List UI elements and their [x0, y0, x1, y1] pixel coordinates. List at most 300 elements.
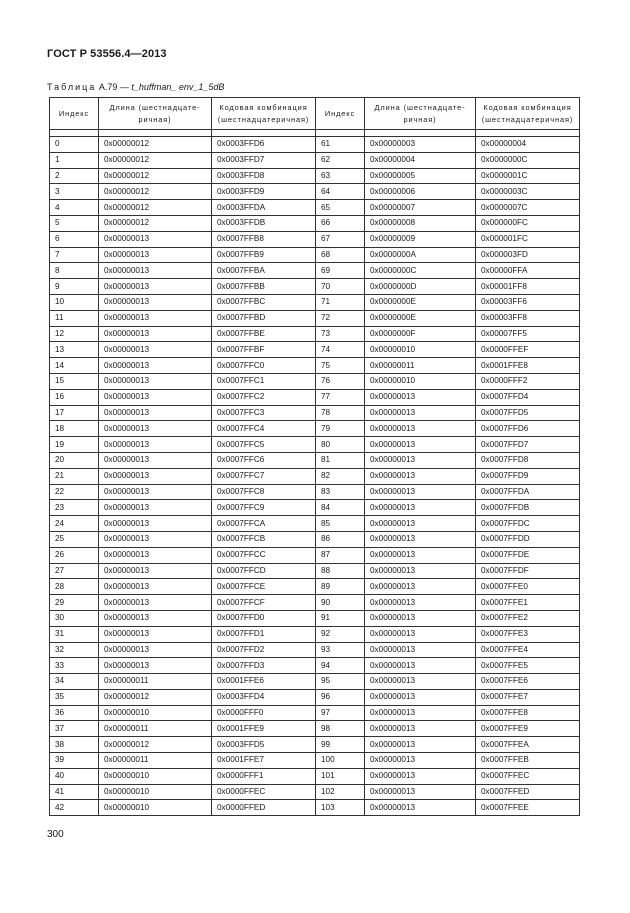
table-cell: 92	[316, 626, 365, 642]
table-cell: 0x0007FFD9	[476, 468, 580, 484]
table-row	[50, 753, 580, 769]
table-cell: 0x00003FF6	[476, 294, 580, 310]
table-cell: 5	[50, 215, 99, 231]
table-cell: 0x00000011	[99, 674, 212, 690]
table-cell: 0x00000007	[365, 200, 476, 216]
table-cell: 85	[316, 516, 365, 532]
table-cell: 103	[316, 800, 365, 816]
table-cell: 0x00000013	[365, 737, 476, 753]
table-cell: 0x00000013	[99, 626, 212, 642]
table-cell: 0x00000013	[365, 800, 476, 816]
table-cell: 77	[316, 389, 365, 405]
table-cell: 94	[316, 658, 365, 674]
table-cell: 0x00000013	[99, 247, 212, 263]
table-row	[50, 452, 580, 468]
table-cell: 8	[50, 263, 99, 279]
table-row	[50, 595, 580, 611]
table-cell: 0x00000012	[99, 737, 212, 753]
table-cell: 0x0000000E	[365, 294, 476, 310]
table-cell: 0x0003FFDA	[212, 200, 316, 216]
table-row	[50, 373, 580, 389]
table-cell: 0x0001FFE8	[476, 358, 580, 374]
table-cell: 0x00000011	[99, 721, 212, 737]
table-row	[50, 689, 580, 705]
table-cell: 0x0000000D	[365, 279, 476, 295]
table-cell: 0x0007FFC4	[212, 421, 316, 437]
table-cell: 0x0007FFD0	[212, 610, 316, 626]
table-cell: 0x0007FFED	[476, 784, 580, 800]
table-cell: 0x00000013	[99, 437, 212, 453]
table-cell: 73	[316, 326, 365, 342]
table-cell: 0x00000010	[99, 784, 212, 800]
table-header-row	[50, 98, 580, 130]
table-row	[50, 421, 580, 437]
table-cell: 0x00000010	[99, 800, 212, 816]
table-cell: 93	[316, 642, 365, 658]
table-cell: 0x0001FFE7	[212, 753, 316, 769]
table-cell: 0x0007FFCF	[212, 595, 316, 611]
table-cell: 0x00000013	[99, 610, 212, 626]
table-cell: 21	[50, 468, 99, 484]
table-cell: 0x0001FFE9	[212, 721, 316, 737]
table-cell: 0x00000013	[365, 721, 476, 737]
table-cell: 0x0007FFDD	[476, 531, 580, 547]
table-cell: 32	[50, 642, 99, 658]
table-cell: 9	[50, 279, 99, 295]
table-cell: 0x00000013	[365, 500, 476, 516]
table-row	[50, 200, 580, 216]
table-cell: 99	[316, 737, 365, 753]
table-cell: 62	[316, 152, 365, 168]
table-cell: 0x00000013	[365, 389, 476, 405]
table-cell: 0x00000013	[99, 658, 212, 674]
table-cell: 74	[316, 342, 365, 358]
table-cell: 0x00000013	[365, 658, 476, 674]
table-cell: 0x00000013	[365, 642, 476, 658]
table-cell: 0x0007FFBC	[212, 294, 316, 310]
table-cell: 0x0007FFC9	[212, 500, 316, 516]
table-cell: 0x00000013	[365, 516, 476, 532]
table-cell: 0x0007FFC6	[212, 452, 316, 468]
col-header-code: Кодовая комбинация (шестнадцатеричная)	[212, 98, 316, 130]
table-cell: 0x0003FFD4	[212, 689, 316, 705]
table-cell: 0x0007FFDF	[476, 563, 580, 579]
table-cell: 0x00003FF8	[476, 310, 580, 326]
table-cell: 0x0007FFBD	[212, 310, 316, 326]
table-cell: 0x00000013	[99, 531, 212, 547]
table-cell: 0x0000000E	[365, 310, 476, 326]
table-cell: 0x0007FFE8	[476, 705, 580, 721]
table-cell: 0x00000011	[99, 753, 212, 769]
table-cell: 0x0007FFCE	[212, 579, 316, 595]
table-cell: 0x0000001C	[476, 168, 580, 184]
table-cell: 0x0003FFD7	[212, 152, 316, 168]
table-cell: 0x0007FFD3	[212, 658, 316, 674]
table-row	[50, 389, 580, 405]
table-cell: 35	[50, 689, 99, 705]
table-cell: 0x00007FF5	[476, 326, 580, 342]
table-cell: 100	[316, 753, 365, 769]
table-cell: 0x00000013	[99, 294, 212, 310]
table-cell: 36	[50, 705, 99, 721]
table-cell: 0x0007FFE1	[476, 595, 580, 611]
table-cell: 81	[316, 452, 365, 468]
table-row	[50, 563, 580, 579]
table-cell: 0x0007FFE6	[476, 674, 580, 690]
table-cell: 75	[316, 358, 365, 374]
table-cell: 20	[50, 452, 99, 468]
caption-id: А.79 —	[98, 82, 129, 92]
caption-prefix: Таблица	[47, 82, 97, 92]
table-cell: 0x0000000F	[365, 326, 476, 342]
table-cell: 82	[316, 468, 365, 484]
table-cell: 0x00000013	[365, 784, 476, 800]
table-cell: 87	[316, 547, 365, 563]
table-cell: 6	[50, 231, 99, 247]
table-cell: 0x0001FFE6	[212, 674, 316, 690]
table-cell: 0x00000012	[99, 168, 212, 184]
table-cell: 66	[316, 215, 365, 231]
table-cell: 0x00000013	[99, 405, 212, 421]
table-cell: 1	[50, 152, 99, 168]
table-cell: 22	[50, 484, 99, 500]
table-cell: 3	[50, 184, 99, 200]
table-cell: 0x00000010	[99, 768, 212, 784]
table-cell: 0x0007FFC2	[212, 389, 316, 405]
table-caption	[47, 82, 224, 92]
table-row	[50, 263, 580, 279]
table-cell: 0x00000010	[365, 373, 476, 389]
table-cell: 0x00000013	[365, 579, 476, 595]
table-cell: 0x00000013	[99, 231, 212, 247]
table-cell: 0x0007FFE0	[476, 579, 580, 595]
table-row	[50, 279, 580, 295]
table-cell: 26	[50, 547, 99, 563]
table-cell: 40	[50, 768, 99, 784]
table-cell: 96	[316, 689, 365, 705]
table-row	[50, 721, 580, 737]
table-cell: 42	[50, 800, 99, 816]
table-cell: 0x00000013	[365, 626, 476, 642]
table-cell: 102	[316, 784, 365, 800]
table-cell: 0x0007FFC1	[212, 373, 316, 389]
table-row	[50, 437, 580, 453]
table-row	[50, 152, 580, 168]
col-header-index-2: Индекс	[316, 98, 365, 130]
huffman-table	[49, 97, 580, 816]
table-cell: 0x00000013	[365, 595, 476, 611]
table-cell: 0x00001FF8	[476, 279, 580, 295]
table-cell: 65	[316, 200, 365, 216]
table-cell: 0x000000FC	[476, 215, 580, 231]
table-cell: 0x0000FFF0	[212, 705, 316, 721]
table-cell: 69	[316, 263, 365, 279]
table-cell: 0x0007FFD5	[476, 405, 580, 421]
table-cell: 33	[50, 658, 99, 674]
table-cell: 19	[50, 437, 99, 453]
table-row	[50, 231, 580, 247]
table-cell: 88	[316, 563, 365, 579]
table-cell: 0x00000012	[99, 689, 212, 705]
table-cell: 10	[50, 294, 99, 310]
table-row	[50, 500, 580, 516]
table-cell: 0x00000FFA	[476, 263, 580, 279]
table-cell: 0x00000013	[99, 310, 212, 326]
table-cell: 0x00000013	[365, 421, 476, 437]
table-cell: 0x0007FFCD	[212, 563, 316, 579]
table-cell: 0x00000013	[365, 531, 476, 547]
table-cell: 0x00000012	[99, 184, 212, 200]
table-row	[50, 358, 580, 374]
table-cell: 41	[50, 784, 99, 800]
table-cell: 0x00000013	[99, 516, 212, 532]
table-cell: 0x0000000C	[476, 152, 580, 168]
table-cell: 63	[316, 168, 365, 184]
table-cell: 0x0007FFBB	[212, 279, 316, 295]
col-header-length: Длина (шестнадцате-ричная)	[99, 98, 212, 130]
table-cell: 0x0007FFB9	[212, 247, 316, 263]
table-cell: 0x00000013	[99, 421, 212, 437]
table-cell: 0x0007FFCC	[212, 547, 316, 563]
table-cell: 0x0007FFD1	[212, 626, 316, 642]
table-cell: 27	[50, 563, 99, 579]
table-cell: 0x0007FFB8	[212, 231, 316, 247]
table-cell: 84	[316, 500, 365, 516]
table-cell: 0x0000003C	[476, 184, 580, 200]
table-row	[50, 342, 580, 358]
table-cell: 0x00000011	[365, 358, 476, 374]
table-cell: 0x00000013	[365, 452, 476, 468]
table-cell: 0x0000000A	[365, 247, 476, 263]
table-cell: 0x0007FFDC	[476, 516, 580, 532]
caption-name: t_huffman_ env_1_5dB	[131, 82, 225, 92]
table-cell: 101	[316, 768, 365, 784]
table-cell: 0x00000013	[99, 358, 212, 374]
header-gap	[50, 130, 580, 137]
table-row	[50, 642, 580, 658]
table-cell: 0x0007FFC0	[212, 358, 316, 374]
table-row	[50, 484, 580, 500]
table-cell: 0x0007FFE9	[476, 721, 580, 737]
table-cell: 0x00000012	[99, 215, 212, 231]
table-cell: 0x00000013	[99, 563, 212, 579]
table-cell: 0x0000FFF1	[212, 768, 316, 784]
table-cell: 0x0007FFC7	[212, 468, 316, 484]
table-cell: 23	[50, 500, 99, 516]
table-cell: 38	[50, 737, 99, 753]
table-cell: 15	[50, 373, 99, 389]
table-row	[50, 800, 580, 816]
table-cell: 34	[50, 674, 99, 690]
table-cell: 0x0007FFEE	[476, 800, 580, 816]
table-row	[50, 137, 580, 153]
table-row	[50, 405, 580, 421]
table-cell: 0x0003FFD8	[212, 168, 316, 184]
table-cell: 0x0000000C	[365, 263, 476, 279]
table-cell: 0x0007FFD6	[476, 421, 580, 437]
table-cell: 0x0007FFE3	[476, 626, 580, 642]
table-cell: 89	[316, 579, 365, 595]
table-cell: 68	[316, 247, 365, 263]
table-cell: 0x0007FFDB	[476, 500, 580, 516]
table-cell: 0x00000013	[99, 642, 212, 658]
table-cell: 0x00000013	[365, 563, 476, 579]
table-row	[50, 310, 580, 326]
table-cell: 0x0007FFEA	[476, 737, 580, 753]
table-cell: 0x00000009	[365, 231, 476, 247]
table-cell: 0x00000012	[99, 137, 212, 153]
table-cell: 0x00000013	[99, 342, 212, 358]
table-cell: 0x00000005	[365, 168, 476, 184]
col-header-index: Индекс	[50, 98, 99, 130]
table-cell: 0x00000013	[99, 263, 212, 279]
table-cell: 0x0007FFC8	[212, 484, 316, 500]
table-cell: 0x0007FFDA	[476, 484, 580, 500]
table-cell: 0x0003FFD9	[212, 184, 316, 200]
table-cell: 0x00000004	[476, 137, 580, 153]
table-cell: 0x0007FFDE	[476, 547, 580, 563]
table-cell: 30	[50, 610, 99, 626]
table-cell: 72	[316, 310, 365, 326]
table-cell: 70	[316, 279, 365, 295]
table-cell: 0x0007FFCB	[212, 531, 316, 547]
table-row	[50, 168, 580, 184]
table-cell: 64	[316, 184, 365, 200]
table-cell: 0x0000007C	[476, 200, 580, 216]
table-row	[50, 737, 580, 753]
table-cell: 31	[50, 626, 99, 642]
table-cell: 39	[50, 753, 99, 769]
table-cell: 0x0007FFBA	[212, 263, 316, 279]
table-cell: 24	[50, 516, 99, 532]
table-cell: 0x0000FFEC	[212, 784, 316, 800]
table-cell: 0x00000010	[365, 342, 476, 358]
table-row	[50, 674, 580, 690]
col-header-length-2: Длина (шестнадцате-ричная)	[365, 98, 476, 130]
table-cell: 0x0007FFE7	[476, 689, 580, 705]
table-row	[50, 294, 580, 310]
table-cell: 0x00000013	[365, 768, 476, 784]
table-cell: 90	[316, 595, 365, 611]
table-cell: 4	[50, 200, 99, 216]
table-row	[50, 516, 580, 532]
table-cell: 80	[316, 437, 365, 453]
table-cell: 0x00000013	[99, 279, 212, 295]
table-cell: 0x00000013	[99, 500, 212, 516]
table-cell: 0x0007FFBE	[212, 326, 316, 342]
table-cell: 0x000003FD	[476, 247, 580, 263]
table-cell: 18	[50, 421, 99, 437]
table-cell: 13	[50, 342, 99, 358]
table-cell: 98	[316, 721, 365, 737]
table-cell: 67	[316, 231, 365, 247]
table-row	[50, 579, 580, 595]
table-cell: 0x00000013	[365, 468, 476, 484]
table-cell: 95	[316, 674, 365, 690]
table-cell: 91	[316, 610, 365, 626]
table-row	[50, 610, 580, 626]
table-cell: 0x0007FFE5	[476, 658, 580, 674]
table-cell: 0x00000004	[365, 152, 476, 168]
table-cell: 0x0007FFE4	[476, 642, 580, 658]
col-header-code-2: Кодовая комбинация (шестнадцатеричная)	[476, 98, 580, 130]
table-cell: 17	[50, 405, 99, 421]
table-row	[50, 326, 580, 342]
table-cell: 0x00000013	[99, 389, 212, 405]
standard-header: ГОСТ Р 53556.4—2013	[47, 48, 167, 60]
table-cell: 37	[50, 721, 99, 737]
table-row	[50, 547, 580, 563]
table-cell: 97	[316, 705, 365, 721]
table-cell: 71	[316, 294, 365, 310]
table-cell: 0x0007FFC5	[212, 437, 316, 453]
table-row	[50, 626, 580, 642]
table-cell: 0x00000013	[99, 452, 212, 468]
table-cell: 0x00000012	[99, 200, 212, 216]
table-cell: 0x0000FFF2	[476, 373, 580, 389]
table-cell: 0x0007FFD8	[476, 452, 580, 468]
table-cell: 0x0000FFEF	[476, 342, 580, 358]
table-cell: 12	[50, 326, 99, 342]
table-cell: 0x00000013	[365, 705, 476, 721]
table-cell: 0x0007FFEB	[476, 753, 580, 769]
table-cell: 14	[50, 358, 99, 374]
table-cell: 7	[50, 247, 99, 263]
table-cell: 11	[50, 310, 99, 326]
table-row	[50, 215, 580, 231]
table-cell: 0	[50, 137, 99, 153]
table-cell: 0x00000012	[99, 152, 212, 168]
page-number: 300	[47, 829, 64, 840]
table-cell: 0x00000010	[99, 705, 212, 721]
table-cell: 0x0007FFD2	[212, 642, 316, 658]
table-cell: 0x00000008	[365, 215, 476, 231]
table-cell: 0x0007FFCA	[212, 516, 316, 532]
table-row	[50, 531, 580, 547]
table-cell: 16	[50, 389, 99, 405]
table-cell: 0x00000013	[99, 579, 212, 595]
table-cell: 0x00000013	[99, 595, 212, 611]
table-cell: 0x00000013	[365, 484, 476, 500]
table-row	[50, 784, 580, 800]
table-cell: 0x0007FFD7	[476, 437, 580, 453]
table-cell: 83	[316, 484, 365, 500]
table-cell: 76	[316, 373, 365, 389]
table-row	[50, 468, 580, 484]
table-cell: 0x00000013	[365, 405, 476, 421]
table-cell: 0x00000013	[99, 468, 212, 484]
table-cell: 79	[316, 421, 365, 437]
table-cell: 0x00000013	[99, 373, 212, 389]
table-cell: 0x0007FFD4	[476, 389, 580, 405]
table-cell: 0x00000013	[365, 689, 476, 705]
table-cell: 0x00000006	[365, 184, 476, 200]
table-body	[50, 130, 580, 816]
table-cell: 78	[316, 405, 365, 421]
table-row	[50, 705, 580, 721]
table-cell: 0x0007FFE2	[476, 610, 580, 626]
table-cell: 25	[50, 531, 99, 547]
table-row	[50, 658, 580, 674]
table-cell: 0x0007FFBF	[212, 342, 316, 358]
table-cell: 0x0003FFDB	[212, 215, 316, 231]
table-cell: 0x00000013	[99, 547, 212, 563]
table-cell: 0x0007FFEC	[476, 768, 580, 784]
table-row	[50, 184, 580, 200]
table-cell: 0x00000013	[99, 484, 212, 500]
table-row	[50, 247, 580, 263]
table-cell: 0x000001FC	[476, 231, 580, 247]
